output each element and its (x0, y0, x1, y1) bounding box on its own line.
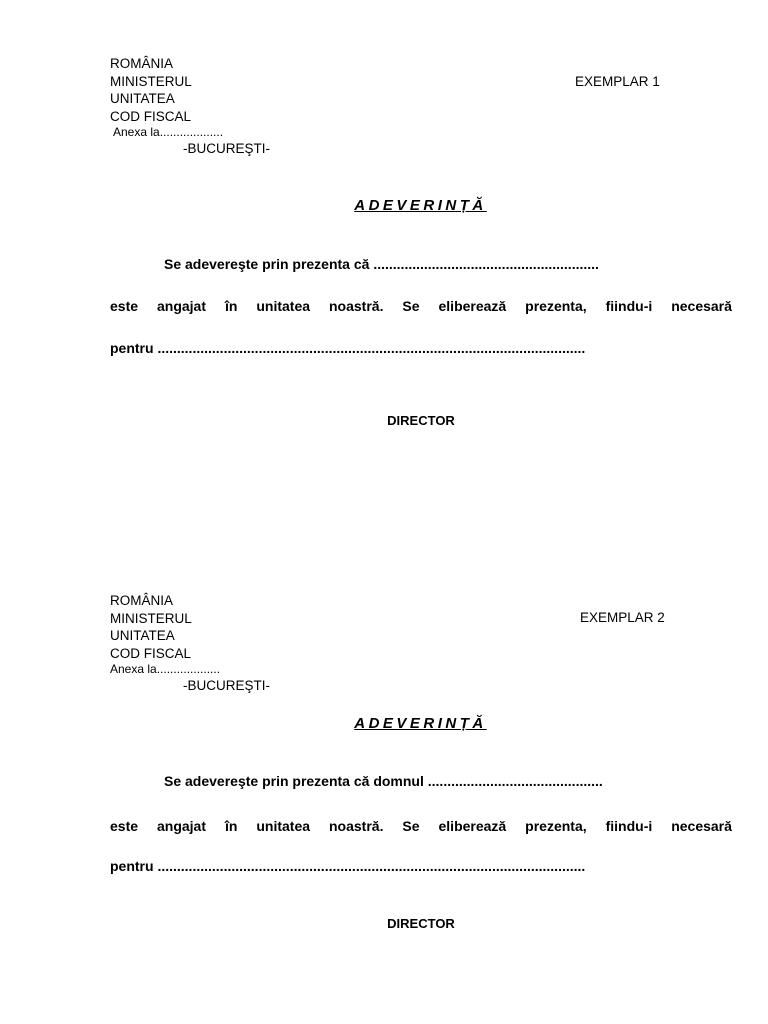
body-word: în (224, 818, 238, 834)
body-word: este (110, 818, 139, 834)
body-line-3: pentru .............................................................................................................. (110, 858, 586, 874)
body-word: eliberează (438, 298, 507, 314)
city-label: -BUCUREŞTI- (183, 141, 270, 156)
annex-label: Anexa la................... (113, 125, 224, 139)
body-line-3: pentru .............................................................................................................. (110, 340, 586, 356)
body-line-2 (110, 818, 732, 834)
body-line-2 (110, 298, 732, 314)
body-word: este (110, 298, 139, 314)
body-line-1: Se adevereşte prin prezenta că domnul ............................................. (164, 773, 603, 789)
body-word: necesară (671, 298, 732, 314)
unit-label: UNITATEA (110, 628, 175, 643)
body-word: prezenta, (525, 298, 587, 314)
body-word: noastră. (329, 818, 384, 834)
body-word: unitatea (256, 298, 311, 314)
body-word: Se (402, 298, 420, 314)
body-word: necesară (671, 818, 732, 834)
document-title: ADEVERINȚĂ (354, 197, 487, 214)
body-word: noastră. (329, 298, 384, 314)
body-word: eliberează (438, 818, 507, 834)
unit-label: UNITATEA (110, 91, 175, 106)
country-label: ROMÂNIA (110, 56, 174, 71)
body-word: fiindu-i (605, 298, 653, 314)
signature-label: DIRECTOR (387, 916, 455, 931)
annex-label: Anexa la................... (110, 662, 221, 676)
body-word: în (224, 298, 238, 314)
body-word: fiindu-i (605, 818, 653, 834)
country-label: ROMÂNIA (110, 593, 174, 608)
body-line-1: Se adevereşte prin prezenta că .......................................................... (164, 256, 599, 272)
issuer-header (110, 55, 270, 158)
body-word: angajat (156, 818, 206, 834)
body-word: angajat (156, 298, 206, 314)
ministry-label: MINISTERUL (110, 610, 192, 626)
exemplar-label: EXEMPLAR 2 (580, 610, 665, 625)
fiscal-code-label: COD FISCAL (110, 108, 192, 124)
issuer-header (110, 592, 270, 695)
body-word: prezenta, (525, 818, 587, 834)
ministry-label: MINISTERUL (110, 73, 192, 89)
city-label: -BUCUREŞTI- (183, 678, 270, 693)
exemplar-label: EXEMPLAR 1 (575, 74, 660, 89)
body-word: unitatea (256, 818, 311, 834)
body-word: Se (402, 818, 420, 834)
document-title: ADEVERINȚĂ (354, 715, 487, 732)
signature-label: DIRECTOR (387, 413, 455, 428)
fiscal-code-label: COD FISCAL (110, 645, 192, 661)
